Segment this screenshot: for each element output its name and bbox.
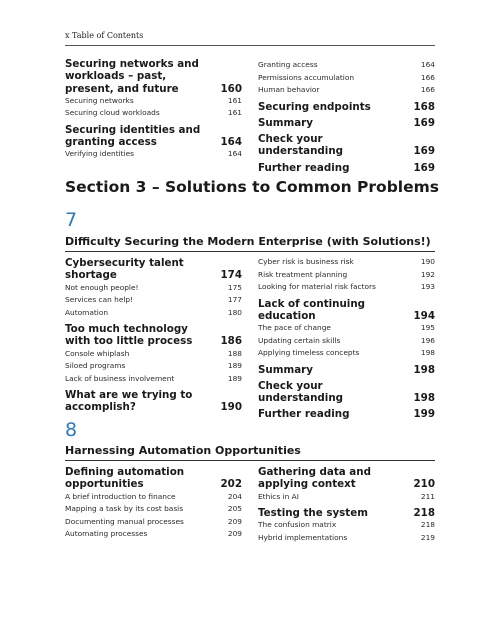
toc-entry-title: Mapping a task by its cost basis <box>65 504 184 514</box>
toc-entry-title: Risk treatment planning <box>258 269 348 279</box>
toc-column-ch7-right <box>258 256 435 421</box>
toc-entry-sub <box>258 281 435 294</box>
toc-entry-title: Human behavior <box>258 85 320 94</box>
toc-entry-main <box>258 162 435 174</box>
toc-entry-page: 189 <box>227 373 242 383</box>
toc-entry-title: Check your understanding <box>258 133 344 158</box>
toc-entry-sub <box>65 373 242 386</box>
toc-entry-page: 198 <box>413 363 435 376</box>
toc-entry-title: Automating processes <box>65 529 148 539</box>
toc-entry-title: Gathering data and applying context <box>258 466 371 491</box>
toc-entry-title: Check your understanding <box>258 379 344 405</box>
toc-entry-title: Ethics in AI <box>258 491 299 501</box>
header-rule <box>65 45 435 46</box>
toc-entry-sub <box>65 294 242 307</box>
toc-entry-page: 164 <box>220 136 242 149</box>
toc-entry-title: A brief introduction to finance <box>65 491 176 501</box>
toc-entry-title: Applying timeless concepts <box>258 348 360 358</box>
toc-entry-title: Granting access <box>258 60 318 69</box>
toc-entry-sub <box>65 528 242 541</box>
toc-entry-page: 198 <box>413 392 435 405</box>
toc-column-top-left <box>65 58 242 161</box>
toc-entry-main <box>65 124 242 149</box>
toc-entry-page: 205 <box>227 504 242 514</box>
toc-entry-page: 169 <box>413 145 435 158</box>
toc-entry-title: Cyber risk is business risk <box>258 257 354 266</box>
toc-entry-main <box>258 133 435 158</box>
toc-entry-page: 188 <box>227 348 242 358</box>
toc-entry-page: 218 <box>420 520 435 530</box>
toc-entry-sub <box>258 256 435 269</box>
toc-entry-title: Console whiplash <box>65 348 130 358</box>
toc-entry-sub <box>258 59 435 72</box>
toc-entry-sub <box>258 532 435 545</box>
toc-entry-page: 192 <box>420 269 435 279</box>
toc-entry-page: 218 <box>413 507 435 520</box>
toc-entry-title: Securing networks and workloads – past, present, and future <box>65 58 199 95</box>
toc-entry-page: 195 <box>420 323 435 333</box>
toc-entry-sub <box>258 347 435 360</box>
toc-entry-sub <box>65 107 242 120</box>
toc-entry-page: 199 <box>413 408 435 421</box>
toc-entry-title: Automation <box>65 307 109 317</box>
toc-entry-main <box>258 117 435 129</box>
toc-entry-page: 190 <box>420 257 435 266</box>
toc-entry-page: 210 <box>413 478 435 491</box>
toc-entry-page: 160 <box>220 82 242 95</box>
toc-entry-main <box>65 323 242 348</box>
toc-entry-title: Summary <box>258 363 313 376</box>
toc-entry-page: 166 <box>420 72 435 82</box>
toc-entry-sub <box>258 72 435 85</box>
chapter-rule <box>65 460 435 461</box>
toc-entry-title: Updating certain skills <box>258 335 341 345</box>
toc-entry-page: 198 <box>420 348 435 358</box>
toc-entry-title: The pace of change <box>258 323 331 333</box>
toc-entry-page: 209 <box>227 516 242 526</box>
toc-entry-main <box>258 101 435 113</box>
toc-entry-title: Securing endpoints <box>258 100 371 113</box>
toc-entry-sub <box>65 148 242 161</box>
toc-entry-main <box>258 364 435 376</box>
toc-entry-page: 194 <box>413 309 435 322</box>
toc-entry-title: Cybersecurity talent shortage <box>65 257 184 282</box>
toc-entry-title: Verifying identities <box>65 149 135 159</box>
toc-column-top-right <box>258 59 435 174</box>
toc-entry-sub <box>65 516 242 529</box>
toc-entry-page: 196 <box>420 335 435 345</box>
toc-entry-sub <box>65 503 242 516</box>
toc-entry-title: The confusion matrix <box>258 520 337 530</box>
toc-entry-page: 169 <box>413 161 435 174</box>
toc-entry-page: 180 <box>227 307 242 317</box>
toc-entry-main <box>65 389 242 414</box>
toc-entry-page: 166 <box>420 85 435 94</box>
toc-column-ch8-left <box>65 466 242 541</box>
toc-entry-title: Lack of continuing education <box>258 297 366 322</box>
toc-entry-title: Securing identities and granting access <box>65 123 201 149</box>
toc-entry-title: Services can help! <box>65 295 134 305</box>
toc-entry-page: 202 <box>220 478 242 491</box>
toc-entry-title: Lack of business involvement <box>65 373 175 383</box>
chapter-rule <box>65 251 435 252</box>
toc-entry-main <box>65 58 242 95</box>
toc-entry-title: Securing networks <box>65 95 134 105</box>
toc-entry-title: Further reading <box>258 408 350 421</box>
toc-entry-title: Hybrid implementations <box>258 532 348 542</box>
toc-entry-sub <box>258 491 435 504</box>
toc-entry-sub <box>258 335 435 348</box>
toc-entry-page: 186 <box>220 335 242 348</box>
toc-entry-page: 189 <box>227 361 242 371</box>
toc-entry-main <box>258 298 435 323</box>
toc-entry-main <box>258 507 435 519</box>
section-title: Section 3 – Solutions to Common Problems <box>65 178 439 196</box>
toc-column-ch8-right <box>258 466 435 544</box>
toc-entry-page: 204 <box>227 491 242 501</box>
toc-entry-main <box>258 466 435 491</box>
toc-entry-title: Securing cloud workloads <box>65 108 160 118</box>
toc-entry-page: 211 <box>420 491 435 501</box>
toc-entry-sub <box>258 322 435 335</box>
toc-entry-page: 161 <box>227 108 242 118</box>
toc-entry-title: Looking for material risk factors <box>258 282 376 291</box>
toc-entry-page: 209 <box>227 529 242 539</box>
toc-entry-title: Documenting manual processes <box>65 516 184 526</box>
toc-entry-title: Permissions accumulation <box>258 72 355 82</box>
toc-entry-title: Siloed programs <box>65 361 126 371</box>
toc-entry-title: What are we trying to accomplish? <box>65 389 193 414</box>
toc-entry-page: 169 <box>413 116 435 129</box>
toc-entry-page: 193 <box>420 282 435 291</box>
toc-entry-sub <box>258 269 435 282</box>
toc-entry-title: Defining automation opportunities <box>65 466 185 491</box>
chapter-number: 8 <box>65 419 78 441</box>
toc-entry-main <box>65 257 242 282</box>
chapter-number: 7 <box>65 209 78 231</box>
toc-entry-page: 190 <box>220 401 242 414</box>
toc-entry-sub <box>258 519 435 532</box>
toc-entry-main <box>65 466 242 491</box>
toc-entry-title: Testing the system <box>258 507 368 520</box>
toc-entry-page: 174 <box>220 269 242 282</box>
toc-entry-title: Not enough people! <box>65 282 139 292</box>
toc-entry-page: 164 <box>420 60 435 69</box>
toc-entry-sub <box>65 491 242 504</box>
toc-entry-sub <box>65 95 242 108</box>
toc-entry-title: Too much technology with too little process <box>65 323 193 348</box>
chapter-title: Difficulty Securing the Modern Enterprise (with Solutions!) <box>65 235 431 248</box>
toc-entry-page: 164 <box>227 149 242 159</box>
chapter-title: Harnessing Automation Opportunities <box>65 444 301 457</box>
toc-entry-sub <box>65 348 242 361</box>
toc-entry-page: 175 <box>227 282 242 292</box>
toc-entry-main <box>258 408 435 420</box>
toc-entry-sub <box>65 360 242 373</box>
running-head: x Table of Contents <box>65 31 144 40</box>
toc-entry-title: Summary <box>258 116 313 129</box>
toc-entry-sub <box>258 84 435 97</box>
toc-entry-sub <box>65 307 242 320</box>
toc-entry-page: 161 <box>227 95 242 105</box>
toc-entry-main <box>258 380 435 405</box>
toc-entry-title: Further reading <box>258 161 350 174</box>
toc-entry-page: 177 <box>227 295 242 305</box>
toc-column-ch7-left <box>65 257 242 414</box>
toc-entry-page: 219 <box>420 532 435 542</box>
toc-entry-page: 168 <box>413 100 435 113</box>
toc-entry-sub <box>65 282 242 295</box>
